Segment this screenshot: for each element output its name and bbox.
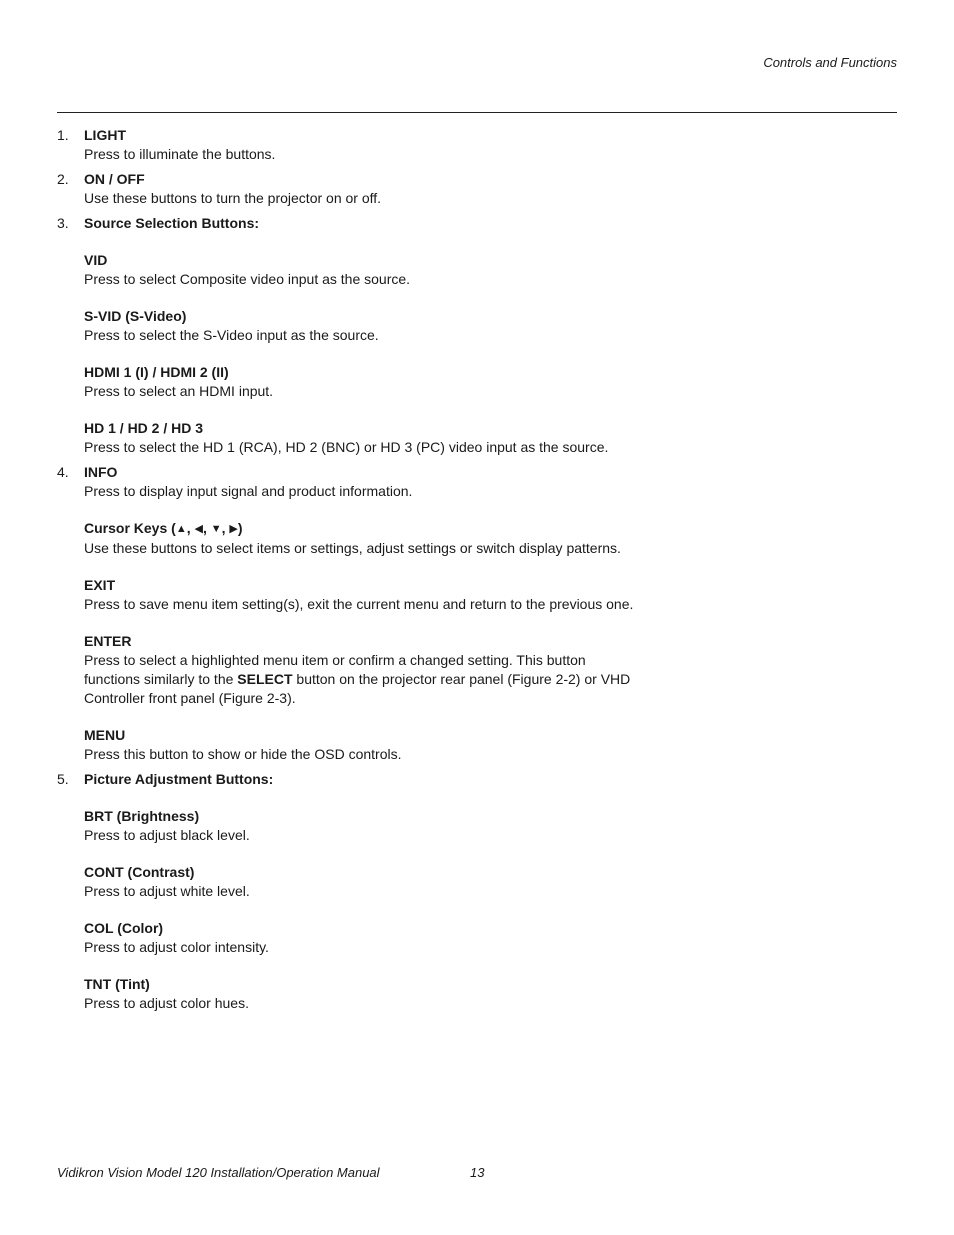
- cursor-title-prefix: Cursor Keys (: [84, 520, 176, 536]
- enter-desc-pre: functions similarly to the: [84, 671, 234, 687]
- arrow-left-icon: ◀: [194, 523, 203, 535]
- sub-item-enter: [84, 632, 684, 708]
- list-item-on-off: [0, 170, 954, 208]
- separator: ,: [202, 520, 207, 536]
- item-title: INFO: [84, 464, 118, 480]
- sub-item-description: Press to adjust color hues.: [84, 995, 249, 1011]
- arrow-right-icon: ▶: [229, 523, 238, 535]
- sub-item-description: Press to save menu item setting(s), exit the current menu and return to the previous one.: [84, 596, 634, 612]
- sub-item-title: BRT (Brightness): [84, 808, 200, 824]
- sub-item-title: CONT (Contrast): [84, 864, 195, 880]
- select-keyword: SELECT: [237, 671, 293, 687]
- sub-item-hd: [84, 419, 684, 457]
- enter-desc-line3: Controller front panel (Figure 2-3).: [84, 690, 296, 706]
- list-item-picture-adjustment: [0, 770, 954, 1013]
- sub-item-description: Press to select the HD 1 (RCA), HD 2 (BNC) or HD 3 (PC) video input as the source.: [84, 439, 609, 455]
- sub-item-title: S-VID (S-Video): [84, 308, 187, 324]
- list-item-source-selection: [0, 214, 954, 457]
- cursor-title-suffix: ): [237, 520, 243, 536]
- item-number: 5.: [57, 771, 69, 787]
- item-title: LIGHT: [84, 127, 126, 143]
- sub-item-brt: [84, 807, 684, 845]
- item-description: Press to display input signal and product information.: [84, 483, 413, 499]
- sub-item-description: Use these buttons to select items or settings, adjust settings or switch display patterns.: [84, 540, 621, 556]
- sub-item-title: VID: [84, 252, 108, 268]
- enter-desc-line1: Press to select a highlighted menu item or confirm a changed setting. This button: [84, 652, 586, 668]
- item-description: Press to illuminate the buttons.: [84, 146, 276, 162]
- list-item-info: [0, 463, 954, 764]
- item-title: ON / OFF: [84, 171, 145, 187]
- item-title: Picture Adjustment Buttons:: [84, 771, 274, 787]
- sub-item-title: ENTER: [84, 633, 132, 649]
- item-number: 2.: [57, 171, 69, 187]
- header-divider: [57, 112, 897, 113]
- running-header: Controls and Functions: [763, 55, 897, 70]
- sub-item-title: COL (Color): [84, 920, 164, 936]
- sub-item-exit: [84, 576, 684, 614]
- item-number: 3.: [57, 215, 69, 231]
- sub-item-description: [84, 651, 684, 708]
- sub-item-description: Press to select the S-Video input as the source.: [84, 327, 379, 343]
- sub-item-vid: [84, 251, 684, 289]
- sub-item-svid: [84, 307, 684, 345]
- sub-item-title: EXIT: [84, 577, 116, 593]
- item-description: Use these buttons to turn the projector on or off.: [84, 190, 382, 206]
- item-number: 1.: [57, 127, 69, 143]
- page-content: [0, 126, 954, 1019]
- sub-item-description: Press to adjust black level.: [84, 827, 250, 843]
- enter-desc-post: button on the projector rear panel (Figure 2-2) or VHD: [296, 671, 631, 687]
- arrow-up-icon: ▲: [175, 523, 187, 535]
- sub-item-description: Press to adjust color intensity.: [84, 939, 269, 955]
- item-number: 4.: [57, 464, 69, 480]
- sub-item-description: Press to select Composite video input as the source.: [84, 271, 411, 287]
- sub-item-cont: [84, 863, 684, 901]
- item-title: Source Selection Buttons:: [84, 215, 260, 231]
- arrow-down-icon: ▼: [210, 523, 222, 535]
- sub-item-description: Press to adjust white level.: [84, 883, 250, 899]
- footer-manual-title: Vidikron Vision Model 120 Installation/Operation Manual: [57, 1165, 380, 1180]
- separator: ,: [186, 520, 191, 536]
- sub-item-description: Press this button to show or hide the OSD controls.: [84, 746, 402, 762]
- separator: ,: [221, 520, 226, 536]
- page-number: 13: [470, 1165, 485, 1180]
- sub-item-description: Press to select an HDMI input.: [84, 383, 274, 399]
- sub-item-title: TNT (Tint): [84, 976, 150, 992]
- sub-item-tnt: [84, 975, 684, 1013]
- sub-item-cursor-keys: [84, 519, 684, 558]
- sub-item-hdmi: [84, 363, 684, 401]
- sub-item-title: HD 1 / HD 2 / HD 3: [84, 420, 204, 436]
- sub-item-title: HDMI 1 (I) / HDMI 2 (II): [84, 364, 229, 380]
- sub-item-col: [84, 919, 684, 957]
- list-item-light: [0, 126, 954, 164]
- sub-item-title: [84, 519, 684, 539]
- sub-item-title: MENU: [84, 727, 126, 743]
- sub-item-menu: [84, 726, 684, 764]
